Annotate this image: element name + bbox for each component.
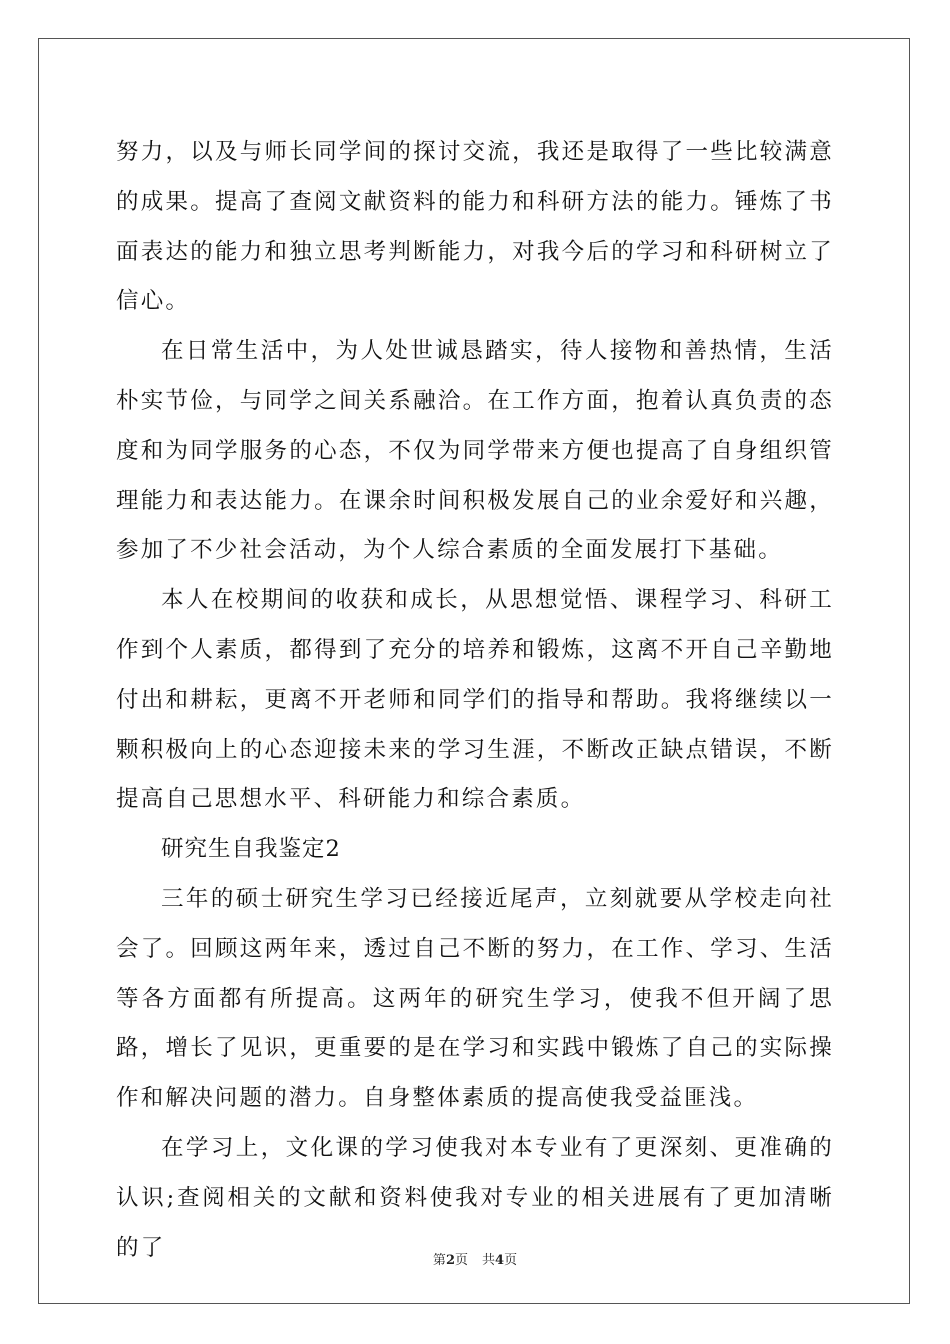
- paragraph-2: 在日常生活中，为人处世诚恳踏实，待人接物和善热情，生活朴实节俭，与同学之间关系融洽。在工作方面，抱着认真负责的态度和为同学服务的心态，不仅为同学带来方便也提高了自身组织管理能力和表达能力。在课余时间积极发展自己的业余爱好和兴趣，参加了不少社会活动，为个人综合素质的全面发展打下基础。: [116, 338, 834, 564]
- total-suffix: 页: [504, 1253, 518, 1268]
- page-footer: [0, 1249, 950, 1268]
- paragraph-4: 三年的硕士研究生学习已经接近尾声，立刻就要从学校走向社会了。回顾这两年来，透过自己不断的努力，在工作、学习、生活等各方面都有所提高。这两年的研究生学习，使我不但开阔了思路，增长了见识，更重要的是在学习和实践中锻炼了自己的实际操作和解决问题的潜力。自身整体素质的提高使我受益匪浅。: [116, 885, 834, 1112]
- paragraph-1: 努力，以及与师长同学间的探讨交流，我还是取得了一些比较满意的成果。提高了查阅文献资料的能力和科研方法的能力。锤炼了书面表达的能力和独立思考判断能力，对我今后的学习和科研树立了信心。: [116, 139, 834, 315]
- document-body: [116, 128, 834, 1273]
- page-suffix: 页: [454, 1253, 468, 1268]
- paragraph-5: 在学习上，文化课的学习使我对本专业有了更深刻、更准确的认识;查阅相关的文献和资料使我对专业的相关进展有了更加清晰的了: [116, 1134, 834, 1261]
- total-prefix: 共: [482, 1253, 496, 1268]
- total-pages: 4: [495, 1253, 505, 1268]
- section-heading: 研究生自我鉴定2: [161, 836, 341, 863]
- page-prefix: 第: [432, 1253, 446, 1268]
- paragraph-3: 本人在校期间的收获和成长，从思想觉悟、课程学习、科研工作到个人素质，都得到了充分的培养和锻炼，这离不开自己辛勤地付出和耕耘，更离不开老师和同学们的指导和帮助。我将继续以一颗积极向上的心态迎接未来的学习生涯，不断改正缺点错误，不断提高自己思想水平、科研能力和综合素质。: [116, 587, 834, 813]
- page-number: 2: [445, 1253, 455, 1268]
